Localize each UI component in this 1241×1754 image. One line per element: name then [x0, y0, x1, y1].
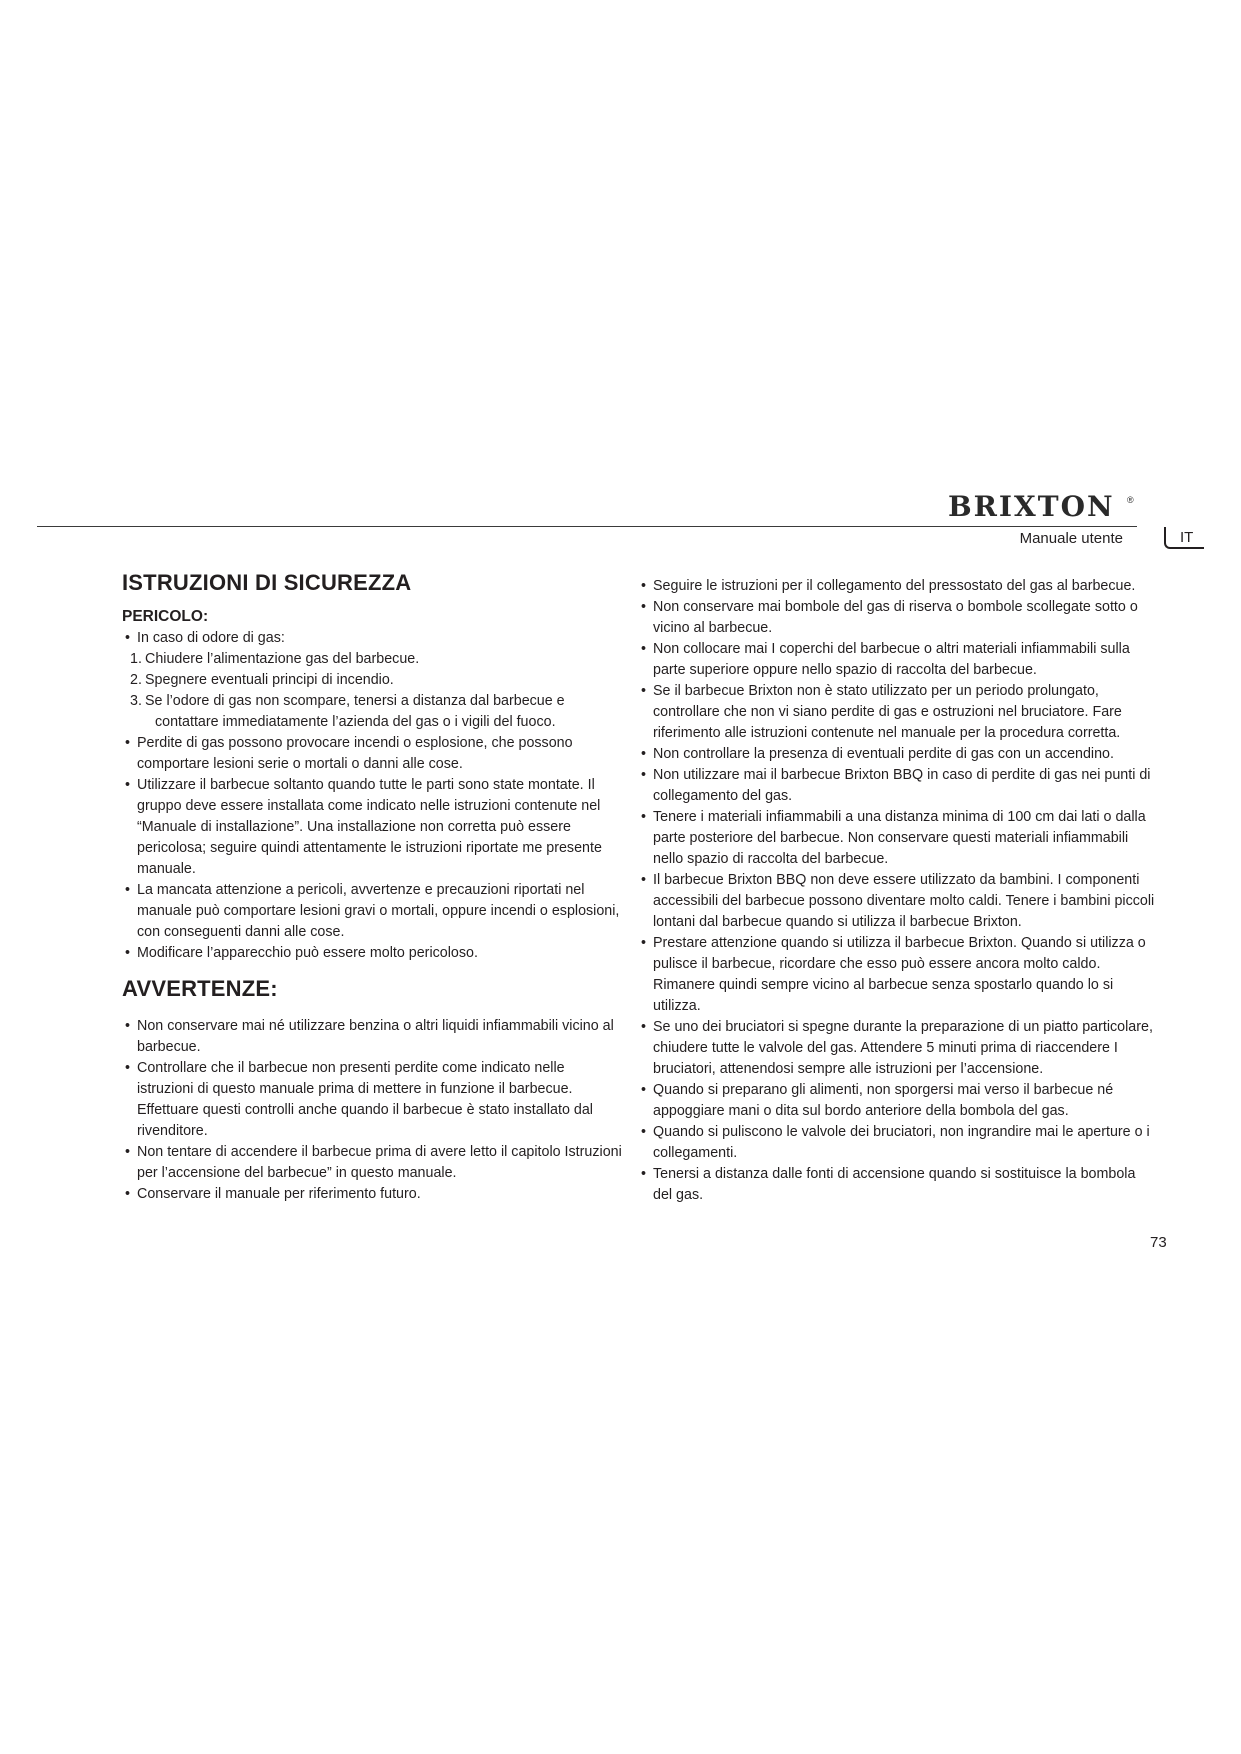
manual-subtitle: Manuale utente	[1019, 530, 1123, 547]
list-item: • Utilizzare il barbecue soltanto quando tutte le parti sono state montate. Il gruppo deve essere installata come indicato nelle istruzioni contenute nel “Manuale di installazione”. Una installazione non corretta può essere pericolosa; seguire quindi attentamente le istruzioni riportate me presente manuale.	[122, 775, 622, 880]
list-item: • Controllare che il barbecue non presenti perdite come indicato nelle istruzioni di questo manuale prima di mettere in funzione il barbecue. Effettuare questi controlli anche quando il barbecue è stato installato dal rivenditore.	[122, 1058, 622, 1142]
item-text: Chiudere l’alimentazione gas del barbecue.	[145, 651, 420, 667]
list-item: • Conservare il manuale per riferimento futuro.	[122, 1184, 622, 1205]
list-item: • Seguire le istruzioni per il collegamento del pressostato del gas al barbecue.	[638, 576, 1158, 597]
list-item: • Non conservare mai bombole del gas di riserva o bombole scollegate sotto o vicino al barbecue.	[638, 597, 1158, 639]
list-item: • Prestare attenzione quando si utilizza il barbecue Brixton. Quando si utilizza o pulisce il barbecue, ricordare che esso può essere ancora molto caldo. Rimanere quindi sempre vicino al barbecue senza spostarlo quando lo si utilizza.	[638, 933, 1158, 1017]
item-text: Se l’odore di gas non scompare, tenersi a distanza dal barbecue e	[145, 693, 565, 709]
right-column	[638, 576, 1158, 1206]
list-item: • Se il barbecue Brixton non è stato utilizzato per un periodo prolungato, controllare che non vi siano perdite di gas e ostruzioni nel bruciatore. Fare riferimento alle istruzioni contenute nel manuale per la procedura corretta.	[638, 681, 1158, 744]
list-item: • Non collocare mai I coperchi del barbecue o altri materiali infiammabili sulla parte superiore oppure nello spazio di raccolta del barbecue.	[638, 639, 1158, 681]
brand-logo: BRIXTON	[948, 490, 1115, 523]
item-text: Spegnere eventuali principi di incendio.	[145, 672, 394, 688]
language-tab: IT	[1164, 527, 1204, 549]
list-item: • Il barbecue Brixton BBQ non deve essere utilizzato da bambini. I componenti accessibili del barbecue possono diventare molto caldi. Tenere i bambini piccoli lontani dal barbecue quando si utilizza il barbecue Brixton.	[638, 870, 1158, 933]
numbered-item	[122, 649, 622, 670]
list-item: • Perdite di gas possono provocare incendi o esplosione, che possono comportare lesioni serie o mortali o danni alle cose.	[122, 733, 622, 775]
danger-heading: PERICOLO:	[122, 608, 209, 625]
numbered-item	[122, 670, 622, 691]
list-item: • Non tentare di accendere il barbecue prima di avere letto il capitolo Istruzioni per l’accensione del barbecue” in questo manuale.	[122, 1142, 622, 1184]
warnings-heading: AVVERTENZE:	[122, 976, 278, 1001]
danger-list	[122, 628, 622, 964]
left-column	[122, 568, 622, 1205]
list-item: • Non conservare mai né utilizzare benzina o altri liquidi infiammabili vicino al barbecue.	[122, 1016, 622, 1058]
list-item: • Modificare l’apparecchio può essere molto pericoloso.	[122, 943, 622, 964]
numbered-item	[122, 691, 622, 712]
list-item: • Quando si preparano gli alimenti, non sporgersi mai verso il barbecue né appoggiare mani o dita sul bordo anteriore della bombola del gas.	[638, 1080, 1158, 1122]
item-number: 1.	[130, 651, 142, 667]
item-number: 2.	[130, 672, 142, 688]
registered-mark: ®	[1127, 495, 1134, 505]
section-title: ISTRUZIONI DI SICUREZZA	[122, 570, 412, 595]
numbered-item-continuation: contattare immediatamente l’azienda del gas o i vigili del fuoco.	[155, 714, 556, 730]
item-number: 3.	[130, 693, 142, 709]
header-rule	[37, 526, 1137, 527]
list-item: • Non utilizzare mai il barbecue Brixton BBQ in caso di perdite di gas nei punti di collegamento del gas.	[638, 765, 1158, 807]
list-item: • Se uno dei bruciatori si spegne durante la preparazione di un piatto particolare, chiudere tutte le valvole del gas. Attendere 5 minuti prima di riaccendere I bruciatori, attenendosi sempre alle istruzioni per l’accensione.	[638, 1017, 1158, 1080]
warnings-list	[122, 1016, 622, 1205]
list-item: • In caso di odore di gas:	[122, 628, 622, 649]
safety-list	[638, 576, 1158, 1206]
list-item: • Non controllare la presenza di eventuali perdite di gas con un accendino.	[638, 744, 1158, 765]
page-number: 73	[1150, 1234, 1167, 1251]
list-item: • Tenersi a distanza dalle fonti di accensione quando si sostituisce la bombola del gas.	[638, 1164, 1158, 1206]
list-item: • Tenere i materiali infiammabili a una distanza minima di 100 cm dai lati o dalla parte posteriore del barbecue. Non conservare questi materiali infiammabili nello spazio di raccolta del barbecue.	[638, 807, 1158, 870]
list-item: • Quando si puliscono le valvole dei bruciatori, non ingrandire mai le aperture o i collegamenti.	[638, 1122, 1158, 1164]
list-item: • La mancata attenzione a pericoli, avvertenze e precauzioni riportati nel manuale può comportare lesioni gravi o mortali, oppure incendi o esplosioni, con conseguenti danni alle cose.	[122, 880, 622, 943]
